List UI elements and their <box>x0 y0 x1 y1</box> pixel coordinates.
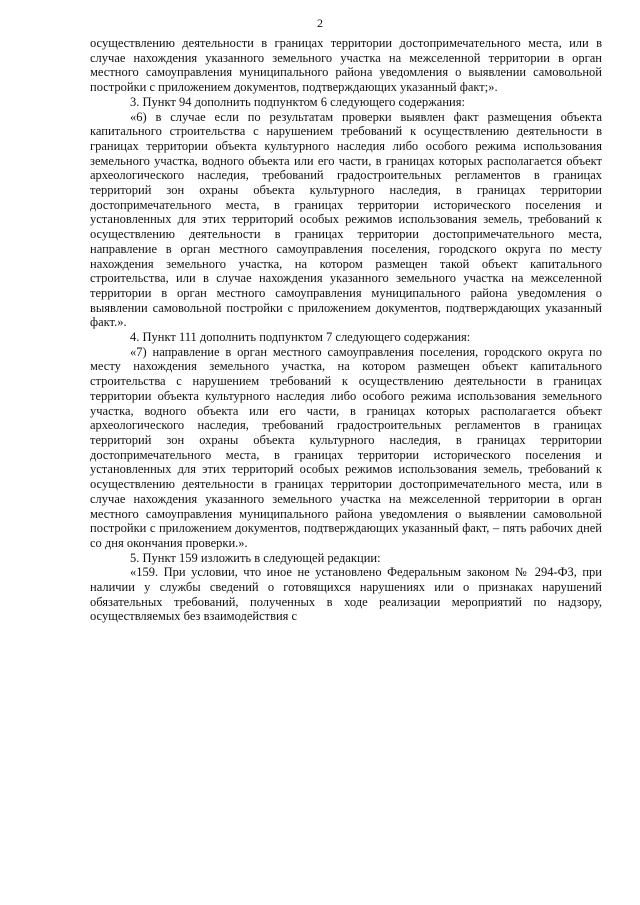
paragraph-item-4: 4. Пункт 111 дополнить подпунктом 7 следующего содержания: <box>130 330 471 345</box>
paragraph-item-5: 5. Пункт 159 изложить в следующей редакции: <box>130 550 381 565</box>
paragraph-subitem-7: «7) направление в орган местного самоуправления поселения, городского округа по месту нахождения земельного участка, на котором размещен объект капитального строительства с нарушением требований к осуществлению деятельности в границах территории объекта культурного наследия либо особого режима использования земельного участка, водного объекта или его части, в границах которых располагается объект археологического наследия, требований градостроительных регламентов в границах территорий зон охраны объекта культурного наследия, в границах территории достопримечательного места, в границах территории исторического поселения и установленных для этих территорий особых режимов использования земель, требований к осуществлению деятельности в границах территории достопримечательного места, или в случае нахождения указанного земельного участка на межселенной территории в орган местного самоуправления муниципального района уведомления о выявлении самовольной постройки с приложением документов, подтверждающих указанный факт, – пять рабочих дней со дня окончания проверки.». <box>90 344 602 550</box>
paragraph-subitem-6: «6) в случае если по результатам проверки выявлен факт размещения объекта капитального строительства с нарушением требований к осуществлению деятельности в границах территории объекта культурного наследия либо особого режима использования земельного участка, водного объекта или его части, в границах которых располагается объект археологического наследия, требований градостроительных регламентов в границах территорий зон охраны объекта культурного наследия, в границах территории достопримечательного места, в границах территории исторического поселения и установленных для этих территорий особых режимов использования земель, требований к осуществлению деятельности в границах территории достопримечательного места, направление в орган местного самоуправления поселения, городского округа по месту нахождения земельного участка, на котором размещен такой объект капитального строительства, или в случае нахождения указанного земельного участка на межселенной территории в орган местного самоуправления муниципального района уведомления о выявлении самовольной постройки с приложением документов, подтверждающих указанный факт.». <box>90 109 602 330</box>
paragraph-item-159: «159. При условии, что иное не установлено Федеральным законом № 294-ФЗ, при наличии у службы сведений о готовящихся нарушениях или о признаках нарушений обязательных требований, полученных в ходе реализации мероприятий по надзору, осуществляемых без взаимодействия с <box>90 565 602 624</box>
paragraph-item-3: 3. Пункт 94 дополнить подпунктом 6 следующего содержания: <box>130 94 465 109</box>
page-number: 2 <box>317 16 323 30</box>
document-body <box>90 36 602 624</box>
paragraph-continuation: осуществлению деятельности в границах территории достопримечательного места, или в случае нахождения указанного земельного участка на межселенной территории в орган местного самоуправления муниципального района уведомления о выявлении самовольной постройки с приложением документов, подтверждающих указанный факт;». <box>90 36 602 95</box>
